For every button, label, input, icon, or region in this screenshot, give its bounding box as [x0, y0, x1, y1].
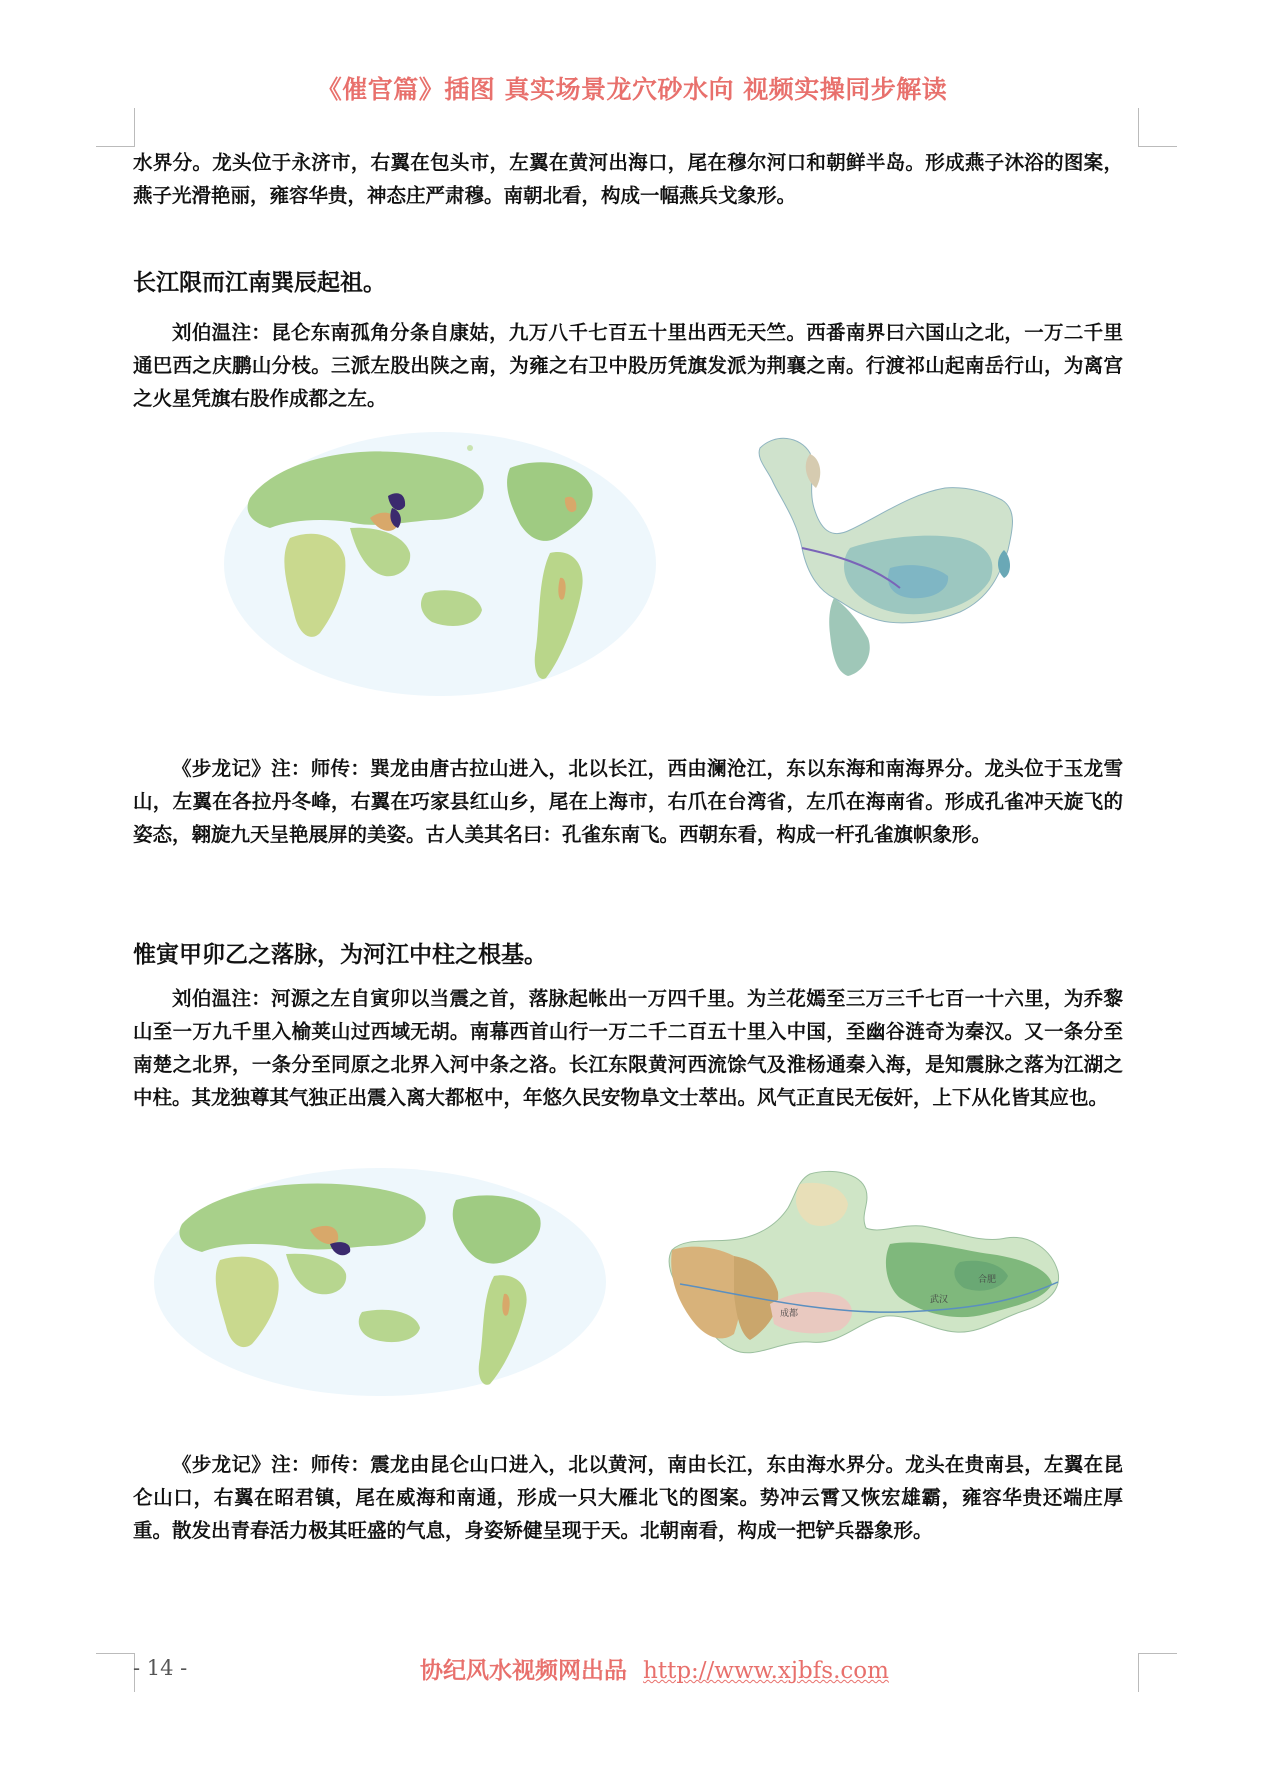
footer-publisher — [420, 1652, 889, 1685]
map-label-hefei: 合肥 — [978, 1274, 997, 1284]
world-map-illustration-1 — [220, 428, 660, 700]
crop-mark-top-left — [96, 108, 135, 147]
page-header-title: 《催官篇》插图 真实场景龙穴砂水向 视频实操同步解读 — [316, 75, 948, 104]
world-map-illustration-2 — [150, 1164, 610, 1400]
section-heading-1: 长江限而江南巽辰起祖。 — [133, 269, 386, 296]
paragraph-liu-bowen-note-1: 刘伯温注：昆仑东南孤角分条自康姑，九万八千七百五十里出西无天竺。西番南界曰六国山之北，一万二千里通巴西之庆鹏山分枝。三派左股出陕之南，为雍之右卫中股历凭旗发派为荆襄之南。行渡祁山起南岳行山，为离宫之火星凭旗右股作成都之左。 — [133, 321, 1123, 410]
paragraph-bulongji-note-1: 《步龙记》注：师传：巽龙由唐古拉山进入，北以长江，西由澜沧江，东以东海和南海界分。龙头位于玉龙雪山，左翼在各拉丹冬峰，右翼在巧家县红山乡，尾在上海市，右爪在台湾省，左爪在海南省。形成孔雀冲天旋飞的姿态，翱旋九天呈艳展屏的美姿。古人美其名曰：孔雀东南飞。西朝东看，构成一杆孔雀旗帜象形。 — [133, 757, 1123, 846]
crop-mark-top-right — [1138, 108, 1177, 147]
paragraph-continuation: 水界分。龙头位于永济市，右翼在包头市，左翼在黄河出海口，尾在穆尔河口和朝鲜半岛。形成燕子沐浴的图案，燕子光滑艳丽，雍容华贵，神态庄严肃穆。南朝北看，构成一幅燕兵戈象形。 — [133, 151, 1123, 207]
central-china-region-map-illustration — [660, 1164, 1070, 1400]
crop-mark-bottom-left — [96, 1653, 135, 1692]
publisher-url-link[interactable]: http://www.xjbfs.com — [643, 1658, 889, 1684]
page-number: - 14 - — [133, 1656, 188, 1680]
paragraph-liu-bowen-note-2: 刘伯温注：河源之左自寅卯以当震之首，落脉起帐出一万四千里。为兰花嫣至三万三千七百一十六里，为乔黎山至一万九千里入榆荚山过西域无胡。南幕西首山行一万二千二百五十里入中国，至幽谷涟奇为秦汉。又一条分至南楚之北界，一条分至同原之北界入河中条之洛。长江东限黄河西流馀气及淮杨通秦入海，是知震脉之落为江湖之中柱。其龙独尊其气独正出震入离大都枢中，年悠久民安物阜文士萃出。风气正直民无佞奸，上下从化皆其应也。 — [133, 987, 1123, 1109]
china-region-map-illustration-1 — [750, 428, 1050, 700]
crop-mark-bottom-right — [1138, 1653, 1177, 1692]
map-label-wuhan: 武汉 — [930, 1294, 949, 1304]
paragraph-bulongji-note-2: 《步龙记》注：师传：震龙由昆仑山口进入，北以黄河，南由长江，东由海水界分。龙头在贵南县，左翼在昆仑山口，右翼在昭君镇，尾在威海和南通，形成一只大雁北飞的图案。势冲云霄又恢宏雄霸，雍容华贵还端庄厚重。散发出青春活力极其旺盛的气息，身姿矫健呈现于天。北朝南看，构成一把铲兵器象形。 — [133, 1453, 1123, 1542]
publisher-name: 协纪风水视频网出品 — [420, 1657, 627, 1684]
map-label-chengdu: 成都 — [780, 1308, 799, 1318]
section-heading-2: 惟寅甲卯乙之落脉，为河江中柱之根基。 — [133, 941, 547, 968]
